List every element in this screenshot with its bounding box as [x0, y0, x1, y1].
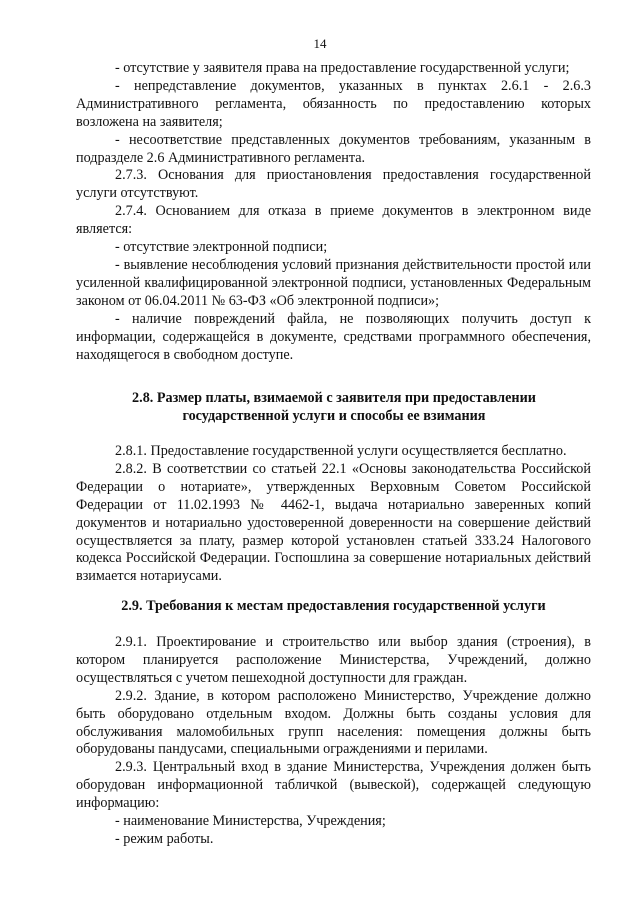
paragraph: 2.7.3. Основания для приостановления предоставления государственной услуги отсутствуют.	[76, 167, 591, 202]
paragraph: 2.8.1. Предоставление государственной услуги осуществляется бесплатно.	[115, 443, 567, 459]
paragraph: - непредставление документов, указанных в пунктах 2.6.1 - 2.6.3 Административного регламента, обязанность по предоставлению которых возложена на заявителя;	[76, 77, 591, 130]
paragraph: - отсутствие у заявителя права на предоставление государственной услуги;	[115, 60, 570, 76]
page-number: 14	[313, 36, 327, 51]
section-heading-2-9	[76, 598, 591, 616]
paragraph: 2.7.4. Основанием для отказа в приеме документов в электронном виде является:	[76, 203, 591, 238]
paragraph: - отсутствие электронной подписи;	[115, 239, 328, 256]
section-heading: 2.8. Размер платы, взимаемой с заявителя при предоставлении государственной услуги и способы ее взимания	[132, 390, 536, 424]
block-2-7-continued	[76, 60, 591, 364]
paragraph: - выявление несоблюдения условий признания действительности простой или усиленной квалифицированной электронной подписи, установленных Федеральным законом от 06.04.2011 № 63-ФЗ «Об электронной подписи»;	[76, 256, 591, 309]
paragraph: 2.9.1. Проектирование и строительство или выбор здания (строения), в котором планируется расположение Министерства, Учреждений, должно осуществляться с учетом пешеходной доступности для граждан.	[76, 634, 591, 686]
paragraph: - несоответствие представленных документов требованиям, указанным в подразделе 2.6 Административного регламента.	[76, 131, 591, 166]
block-2-8	[76, 443, 591, 586]
paragraph: - режим работы.	[115, 830, 214, 847]
block-2-9	[76, 634, 591, 849]
section-heading: 2.9. Требования к местам предоставления государственной услуги	[121, 598, 546, 614]
paragraph: - наличие повреждений файла, не позволяющих получить доступ к информации, содержащейся в документе, средствами программного обеспечения, находящегося в свободном доступе.	[76, 310, 591, 363]
paragraph: 2.9.3. Центральный вход в здание Министерства, Учреждения должен быть оборудован информационной табличкой (вывеской), содержащей следующую информацию:	[76, 759, 591, 812]
paragraph: - наименование Министерства, Учреждения;	[115, 813, 386, 830]
paragraph: 2.9.2. Здание, в котором расположено Министерство, Учреждение должно быть оборудовано отдельным входом. Должны быть созданы условия для обслуживания маломобильных групп населения: помещения должны быть оборудованы пандусами, специальными ограждениями и перилами.	[76, 687, 591, 758]
paragraph: 2.8.2. В соответствии со статьей 22.1 «Основы законодательства Российской Федерации о нотариате», утвержденных Верховным Советом Российской Федерации от 11.02.1993 № 4462-1, выдача нотариально заверенных копий документов и нотариально удостоверенной доверенности на совершение действий осуществляется за плату, размер которой установлен статьей 333.24 Налогового кодекса Российской Федерации. Госпошлина за совершение нотариальных действий взимается нотариусами.	[76, 460, 591, 585]
section-heading-2-8	[124, 390, 544, 426]
